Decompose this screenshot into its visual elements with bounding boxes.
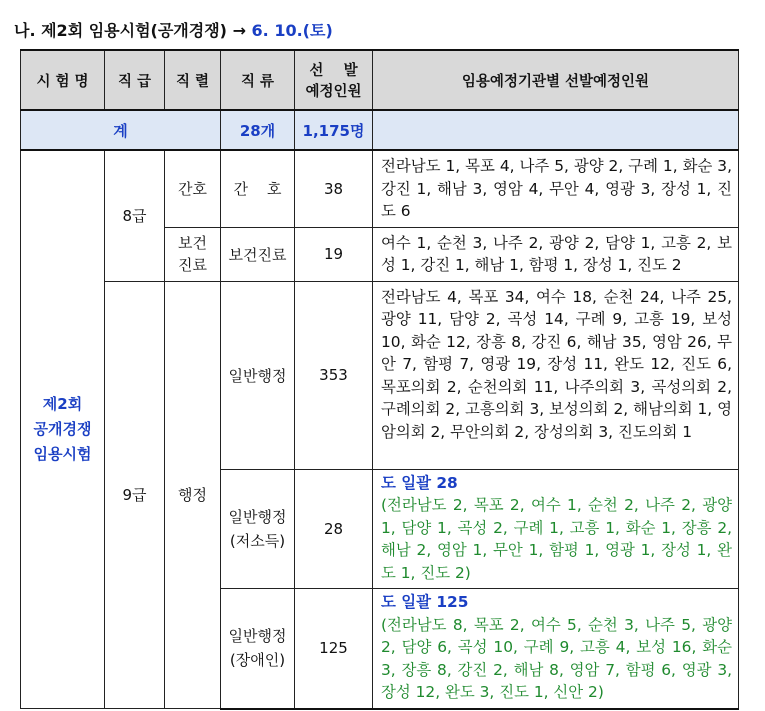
count-cell: 38	[295, 150, 373, 227]
count-cell: 353	[295, 281, 373, 469]
grade-cell: 9급	[105, 281, 165, 709]
count-cell: 125	[295, 589, 373, 709]
kind-cell: 일반행정	[221, 281, 295, 469]
exam-name-line2: 공개경쟁	[33, 420, 92, 438]
kind-line2: (장애인)	[229, 651, 286, 670]
series-cell	[165, 227, 221, 281]
header-agency: 임용예정기관별 선발예정인원	[373, 50, 739, 110]
header-exam-name: 시 험 명	[21, 50, 105, 110]
series-cell: 행정	[165, 281, 221, 709]
exam-name-line1: 제2회	[42, 395, 83, 413]
kind-cell: 간 호	[221, 150, 295, 227]
agency-cell	[373, 469, 739, 589]
total-label: 계	[21, 110, 221, 150]
agency-cell: 전라남도 4, 목포 34, 여수 18, 순천 24, 나주 25, 광양 11, 담양 2, 곡성 14, 구례 9, 고흥 19, 보성 10, 화순 12, 장흥 8, 강진 6, 해남 35, 영암 26, 무안 7, 함평 7, 영광 19, 장성 11, 완도 12, 진도 6, 목포의회 2, 순천의회 11, 나주의회 3, 곡성의회 2, 구례의회 2, 고흥의회 3, 보성의회 2, 해남의회 1, 영암의회 2, 무안의회 2, 장성의회 3, 진도의회 1	[373, 281, 739, 469]
count-cell: 19	[295, 227, 373, 281]
agency-cell: 여수 1, 순천 3, 나주 2, 광양 2, 담양 1, 고흥 2, 보성 1, 강진 1, 해남 1, 함평 1, 장성 1, 진도 2	[373, 227, 739, 281]
agency-breakdown: (전라남도 8, 목포 2, 여수 5, 순천 3, 나주 5, 광양 2, 담양 6, 곡성 10, 구례 9, 고흥 4, 보성 16, 화순 3, 장흥 8, 강진 2, 해남 8, 영암 7, 함평 6, 영광 3, 장성 12, 완도 3, 진도 1, 신안 2)	[381, 615, 732, 701]
kind-cell	[221, 469, 295, 589]
agency-cell: 전라남도 1, 목포 4, 나주 5, 광양 2, 구례 1, 화순 3, 강진 1, 해남 3, 영암 4, 무안 4, 영광 3, 장성 1, 진도 6	[373, 150, 739, 227]
series-line2: 진료	[178, 256, 207, 274]
header-kind: 직 류	[221, 50, 295, 110]
kind-line2: (저소득)	[229, 531, 286, 550]
total-kinds: 28개	[221, 110, 295, 150]
header-row	[21, 50, 739, 110]
kind-cell: 보건진료	[221, 227, 295, 281]
agency-cell	[373, 589, 739, 709]
heading-prefix: 나. 제2회 임용시험(공개경쟁) →	[14, 21, 252, 40]
agency-breakdown: (전라남도 2, 목포 2, 여수 1, 순천 2, 나주 2, 광양 1, 담양 1, 곡성 2, 구례 1, 고흥 1, 화순 1, 장흥 2, 해남 2, 영암 1, 무안 1, 함평 1, 영광 1, 장성 1, 완도 1, 진도 2)	[381, 496, 732, 582]
total-count: 1,175명	[295, 110, 373, 150]
series-cell: 간호	[165, 150, 221, 227]
count-cell: 28	[295, 469, 373, 589]
exam-date: 6. 10.(토)	[251, 21, 333, 40]
lump-sum-label: 도 일괄 28	[381, 473, 458, 492]
section-heading	[14, 18, 333, 41]
table-row	[21, 281, 739, 469]
table-row	[21, 150, 739, 227]
grade-cell: 8급	[105, 150, 165, 281]
kind-line1: 일반행정	[228, 507, 287, 526]
lump-sum-label: 도 일괄 125	[381, 593, 469, 611]
series-line1: 보건	[178, 234, 207, 252]
total-row	[21, 110, 739, 150]
exam-name-line3: 임용시험	[33, 445, 92, 463]
header-count-line1: 선 발	[309, 63, 358, 79]
header-count	[295, 50, 373, 110]
exam-name-cell	[21, 150, 105, 709]
kind-line1: 일반행정	[228, 627, 287, 646]
total-agency-blank	[373, 110, 739, 150]
header-grade: 직 급	[105, 50, 165, 110]
kind-cell	[221, 589, 295, 709]
exam-quota-table	[20, 49, 739, 710]
header-series: 직 렬	[165, 50, 221, 110]
header-count-line2: 예정인원	[305, 84, 362, 100]
